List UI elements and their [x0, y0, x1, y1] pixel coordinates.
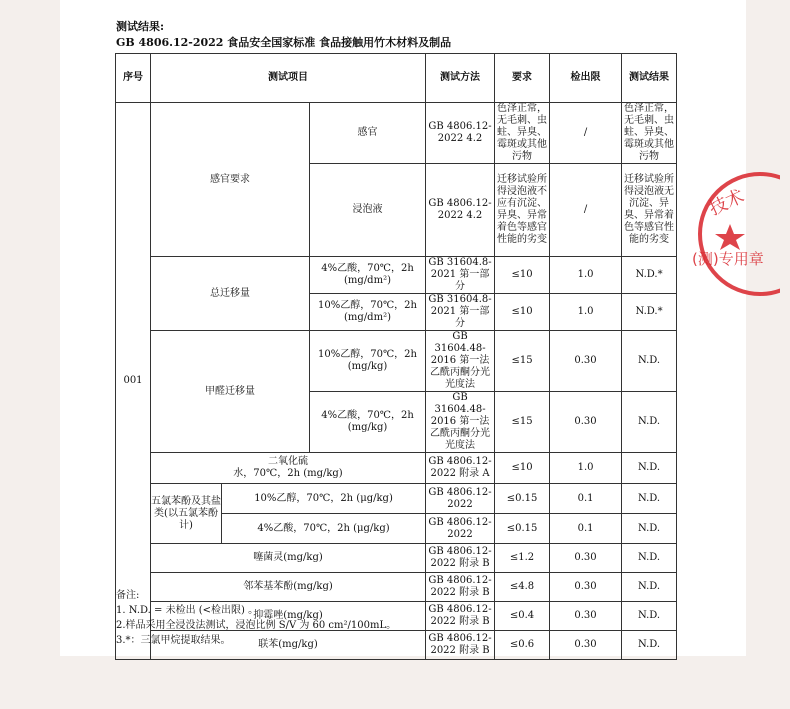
method-cell: GB 4806.12-2022 附录 A	[426, 453, 495, 484]
lod-cell: 0.30	[550, 631, 622, 660]
method-cell: GB 4806.12-2022 4.2	[426, 103, 495, 164]
lod-cell: /	[550, 164, 622, 257]
group-total-migration: 总迁移量	[151, 257, 310, 331]
result-cell: N.D.	[622, 331, 677, 392]
group-pentachlorophenol: 五氯苯酚及其盐类(以五氯苯酚计)	[151, 484, 222, 544]
col-header-lod: 检出限	[550, 54, 622, 103]
result-cell: N.D.	[622, 631, 677, 660]
result-cell: 迁移试验所得浸泡液无沉淀、异臭、异常着色等感官性能的劣变	[622, 164, 677, 257]
requirement-cell: ≤15	[495, 392, 550, 453]
notes	[116, 588, 396, 648]
result-cell: N.D.	[622, 453, 677, 484]
method-cell: GB 31604.48-2016 第一法 乙酰丙酮分光光度法	[426, 392, 495, 453]
method-cell: GB 4806.12-2022	[426, 484, 495, 514]
lod-cell: 1.0	[550, 294, 622, 331]
item-cell: 10%乙醇，70℃，2h (μg/kg)	[222, 484, 426, 514]
item-cell: 10%乙醇，70℃，2h (mg/dm²)	[310, 294, 426, 331]
requirement-cell: ≤0.4	[495, 602, 550, 631]
notes-title: 备注:	[116, 590, 140, 601]
item-cell: 邻苯基苯酚(mg/kg)	[151, 573, 426, 602]
group-formaldehyde: 甲醛迁移量	[151, 331, 310, 453]
item-cell: 感官	[310, 103, 426, 164]
table-row	[116, 257, 677, 294]
lod-cell: 1.0	[550, 257, 622, 294]
lod-cell: 0.30	[550, 331, 622, 392]
note-3: 3.*：三氯甲烷提取结果。	[116, 635, 231, 646]
item-cell: 浸泡液	[310, 164, 426, 257]
table-row	[116, 453, 677, 484]
group-sulfur-dioxide	[151, 453, 426, 484]
requirement-cell: ≤0.15	[495, 514, 550, 544]
table-row	[116, 544, 677, 573]
lod-cell: 0.1	[550, 514, 622, 544]
requirement-cell: ≤10	[495, 257, 550, 294]
lod-cell: 0.30	[550, 544, 622, 573]
item-cell: 联苯(mg/kg)	[151, 631, 426, 660]
method-cell: GB 31604.8-2021 第一部分	[426, 257, 495, 294]
lod-cell: 0.1	[550, 484, 622, 514]
table-row	[116, 103, 677, 164]
so2-condition: 水，70℃，2h (mg/kg)	[233, 468, 343, 479]
table-header-row	[116, 54, 677, 103]
requirement-cell: ≤15	[495, 331, 550, 392]
requirement-cell: ≤4.8	[495, 573, 550, 602]
lod-cell: /	[550, 103, 622, 164]
result-cell: N.D.*	[622, 294, 677, 331]
item-cell: 4%乙酸，70℃，2h (mg/kg)	[310, 392, 426, 453]
group-sensory: 感官要求	[151, 103, 310, 257]
seq-cell: 001	[116, 103, 151, 660]
results-table	[115, 53, 677, 660]
svg-text:技术: 技术	[705, 185, 748, 220]
method-cell: GB 4806.12-2022 附录 B	[426, 573, 495, 602]
lod-cell: 0.30	[550, 602, 622, 631]
result-cell: N.D.	[622, 573, 677, 602]
requirement-cell: ≤0.15	[495, 484, 550, 514]
result-cell: N.D.*	[622, 257, 677, 294]
col-header-result: 测试结果	[622, 54, 677, 103]
lod-cell: 0.30	[550, 392, 622, 453]
method-cell: GB 31604.8-2021 第一部分	[426, 294, 495, 331]
svg-text:(测)专用章: (测)专用章	[692, 250, 764, 268]
result-cell: 色泽正常，无毛刺、虫蛀、异臭、霉斑或其他污物	[622, 103, 677, 164]
method-cell: GB 31604.48-2016 第一法 乙酰丙酮分光光度法	[426, 331, 495, 392]
lod-cell: 1.0	[550, 453, 622, 484]
col-header-method: 测试方法	[426, 54, 495, 103]
result-cell: N.D.	[622, 544, 677, 573]
requirement-cell: 迁移试验所得浸泡液不应有沉淀、异臭、异常着色等感官性能的劣变	[495, 164, 550, 257]
requirement-cell: ≤0.6	[495, 631, 550, 660]
requirement-cell: ≤10	[495, 294, 550, 331]
note-1: 1. N.D. = 未检出 (<检出限) 。	[116, 605, 259, 616]
result-cell: N.D.	[622, 514, 677, 544]
standard-title: GB 4806.12-2022 食品安全国家标准 食品接触用竹木材料及制品	[116, 36, 452, 49]
col-header-item: 测试项目	[151, 54, 426, 103]
col-header-requirement: 要求	[495, 54, 550, 103]
table-row	[116, 484, 677, 514]
item-cell: 10%乙醇，70℃，2h (mg/kg)	[310, 331, 426, 392]
col-header-seq: 序号	[116, 54, 151, 103]
item-cell: 抑霉唑(mg/kg)	[151, 602, 426, 631]
note-2: 2.样品采用全浸没法测试，浸泡比例 S/V 为 60 cm²/100mL。	[116, 620, 397, 631]
so2-name: 二氧化硫	[268, 456, 309, 467]
result-cell: N.D.	[622, 484, 677, 514]
requirement-cell: 色泽正常，无毛刺、虫蛀、异臭、霉斑或其他污物	[495, 103, 550, 164]
result-cell: N.D.	[622, 392, 677, 453]
method-cell: GB 4806.12-2022 4.2	[426, 164, 495, 257]
requirement-cell: ≤1.2	[495, 544, 550, 573]
requirement-cell: ≤10	[495, 453, 550, 484]
item-cell: 4%乙酸，70℃，2h (μg/kg)	[222, 514, 426, 544]
method-cell: GB 4806.12-2022 附录 B	[426, 602, 495, 631]
result-cell: N.D.	[622, 602, 677, 631]
table-row	[116, 331, 677, 392]
section-title: 测试结果:	[116, 20, 165, 33]
item-cell: 4%乙酸，70℃，2h (mg/dm²)	[310, 257, 426, 294]
method-cell: GB 4806.12-2022 附录 B	[426, 544, 495, 573]
method-cell: GB 4806.12-2022 附录 B	[426, 631, 495, 660]
lod-cell: 0.30	[550, 573, 622, 602]
method-cell: GB 4806.12-2022	[426, 514, 495, 544]
item-cell: 噻菌灵(mg/kg)	[151, 544, 426, 573]
